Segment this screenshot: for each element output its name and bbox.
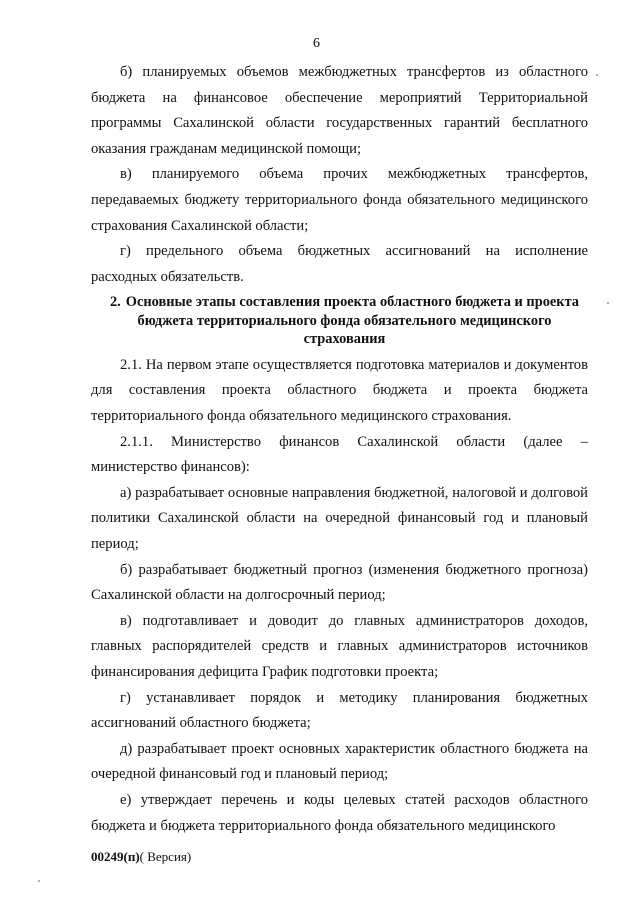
document-footer	[91, 849, 191, 865]
paragraph: в) подготавливает и доводит до главных администраторов доходов, главных распорядителей средств и главных администраторов источников финансирования дефицита График подготовки проекта;	[91, 612, 588, 680]
paragraph: 2.1. На первом этапе осуществляется подготовка материалов и документов для составления проекта областного бюджета и проекта бюджета территориального фонда обязательного медицинского страхования.	[91, 356, 588, 425]
page-number: 6	[313, 36, 320, 51]
paragraph: 2.1.1. Министерство финансов Сахалинской области (далее – министерство финансов):	[91, 433, 588, 476]
paragraph: б) планируемых объемов межбюджетных трансфертов из областного бюджета на финансовое обеспечение мероприятий Территориальной программы Сахалинской области государственных гарантий бесплатного оказания гражданам медицинской помощи;	[91, 64, 588, 157]
scan-speck	[596, 74, 598, 76]
scan-speck	[607, 302, 609, 304]
section-number: 2.	[109, 294, 121, 311]
paragraph: д) разрабатывает проект основных характеристик областного бюджета на очередной финансовый год и плановый период;	[91, 740, 588, 783]
paragraph: в) планируемого объема прочих межбюджетных трансфертов, передаваемых бюджету территориального фонда обязательного медицинского страхования Сахалинской области;	[91, 166, 588, 234]
section-heading	[91, 293, 588, 349]
document-version: ( Версия)	[139, 849, 192, 864]
paragraph: г) предельного объема бюджетных ассигнований на исполнение расходных обязательств.	[91, 243, 588, 285]
paragraph: е) утверждает перечень и коды целевых статей расходов областного бюджета и бюджета территориального фонда обязательного медицинского	[91, 791, 588, 834]
paragraph: б) разрабатывает бюджетный прогноз (изменения бюджетного прогноза) Сахалинской области на долгосрочный период;	[91, 561, 588, 604]
paragraph: а) разрабатывает основные направления бюджетной, налоговой и долговой политики Сахалинской области на очередной финансовый год и плановый период;	[91, 484, 588, 552]
section-title: Основные этапы составления проекта областного бюджета и проекта бюджета территориального фонда обязательного медицинского страхования	[125, 294, 580, 348]
scan-speck	[38, 880, 40, 882]
document-body	[91, 60, 588, 839]
paragraph: г) устанавливает порядок и методику планирования бюджетных ассигнований областного бюджета;	[91, 689, 588, 732]
document-code: 00249(п)	[91, 849, 140, 864]
